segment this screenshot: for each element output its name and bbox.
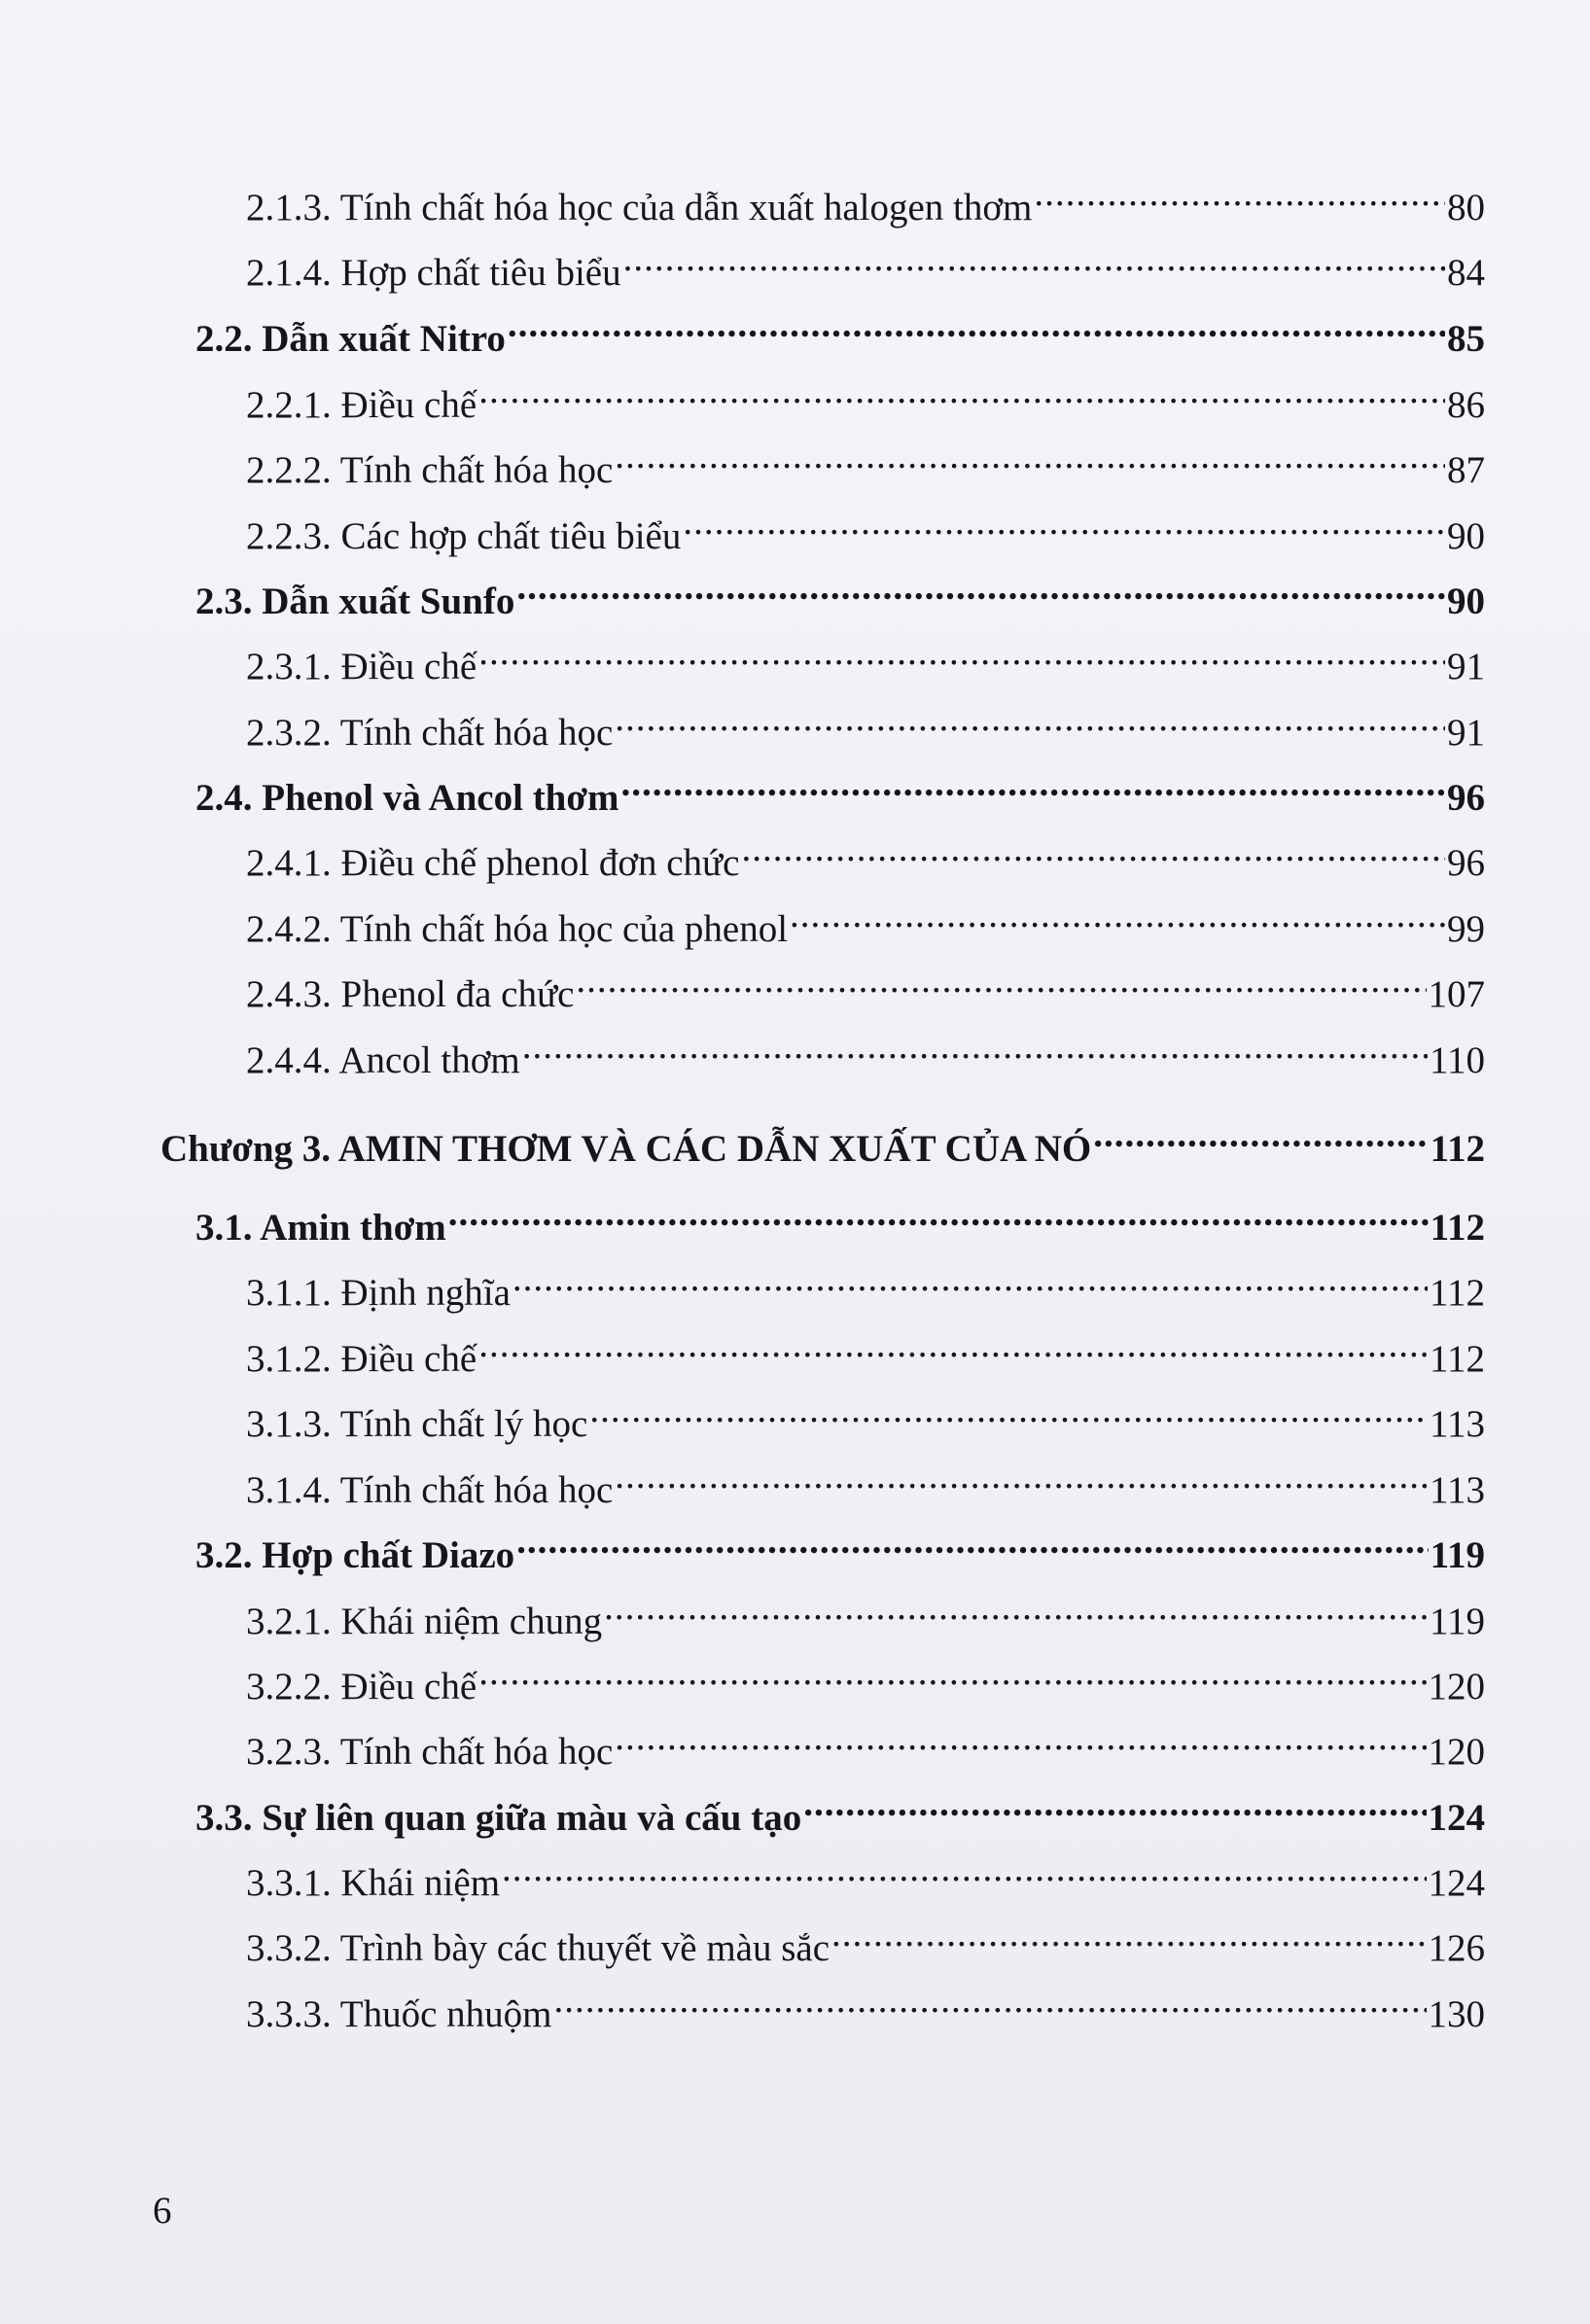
toc-entry [246,511,1485,560]
toc-dot-leader [502,1857,1426,1895]
toc-entry [246,707,1485,757]
toc-dot-leader [516,576,1445,614]
toc-entry-title: 2.2. Dẫn xuất Nitro [195,318,506,360]
toc-entry-title: 3.3. Sự liên quan giữa màu và cấu tạo [195,1797,802,1839]
toc-entry-title: 3.1.4. Tính chất hóa học [246,1469,614,1511]
toc-entry [246,1661,1485,1710]
toc-entry-page: 112 [1429,1272,1485,1314]
toc-entry-title: 2.3. Dẫn xuất Sunfo [195,581,515,622]
toc-entry [246,1398,1485,1448]
toc-dot-leader [615,444,1445,482]
toc-dot-leader [512,1267,1428,1305]
toc-dot-leader [604,1596,1428,1634]
toc-entry [246,1857,1485,1907]
toc-entry-title: 3.1.2. Điều chế [246,1338,477,1380]
toc-entry [246,1035,1485,1084]
toc-entry [246,1596,1485,1645]
toc-entry [246,379,1485,429]
toc-entry-page: 84 [1447,252,1485,294]
toc-entry-title: 2.2.1. Điều chế [246,384,477,426]
toc-dot-leader [790,903,1445,941]
toc-entry-page: 85 [1447,318,1485,360]
toc-chapter-heading [160,1123,1485,1173]
toc-entry [246,1267,1485,1317]
toc-dot-leader [1034,182,1445,220]
toc-entry [246,182,1485,231]
toc-entry-title: 3.3.1. Khái niệm [246,1862,501,1904]
toc-dot-leader [478,379,1445,417]
toc-dot-leader [623,247,1445,285]
toc-entry-page: 120 [1428,1731,1485,1773]
toc-entry-page: 96 [1447,842,1485,884]
toc-entry [195,313,1485,363]
toc-entry [246,1989,1485,2038]
toc-dot-leader [478,1333,1428,1371]
toc-dot-leader [620,772,1445,810]
toc-dot-leader [478,1661,1426,1699]
toc-entry-page: 124 [1428,1797,1485,1839]
toc-entry-title: 2.4. Phenol và Ancol thơm [195,777,619,819]
toc-dot-leader [803,1792,1426,1830]
toc-dot-leader [576,968,1426,1006]
toc-entry-page: 87 [1447,449,1485,491]
toc-entry-title: 2.2.2. Tính chất hóa học [246,449,614,491]
toc-entry-title: 3.3.2. Trình bày các thuyết về màu sắc [246,1927,830,1969]
toc-entry [246,247,1485,297]
toc-entry-page: 120 [1428,1666,1485,1708]
toc-entry [195,1202,1485,1251]
toc-entry [246,1333,1485,1383]
toc-entry-title: 3.1.3. Tính chất lý học [246,1403,588,1445]
toc-entry [246,641,1485,690]
toc-dot-leader [683,511,1445,548]
toc-dot-leader [508,313,1445,351]
toc-entry-page: 113 [1429,1403,1485,1445]
toc-entry-page: 91 [1447,712,1485,754]
toc-entry [246,903,1485,953]
toc-entry-page: 126 [1428,1927,1485,1969]
toc-entry-page: 86 [1447,384,1485,426]
toc-entry [246,444,1485,494]
toc-entry-title: Chương 3. AMIN THƠM VÀ CÁC DẪN XUẤT CỦA NÓ [160,1128,1092,1170]
toc-entry-page: 110 [1429,1039,1485,1081]
page-number: 6 [153,2190,172,2232]
toc-entry [246,1922,1485,1972]
toc-entry-page: 119 [1430,1534,1485,1576]
toc-entry-title: 3.1. Amin thơm [195,1207,446,1249]
toc-entry [195,576,1485,625]
toc-dot-leader [615,1464,1428,1502]
toc-dot-leader [448,1202,1429,1240]
toc-entry [246,1726,1485,1776]
toc-dot-leader [554,1989,1427,2026]
toc-entry-page: 90 [1447,515,1485,557]
toc-entry-title: 3.2.2. Điều chế [246,1666,477,1708]
toc-dot-leader [741,837,1445,875]
toc-entry [246,837,1485,887]
toc-dot-leader [522,1035,1428,1073]
toc-entry-title: 2.3.1. Điều chế [246,646,477,687]
toc-dot-leader [615,1726,1426,1764]
toc-dot-leader [831,1922,1426,1960]
toc-entry-title: 3.3.3. Thuốc nhuộm [246,1993,552,2035]
toc-entry [246,1464,1485,1514]
toc-entry-title: 2.4.3. Phenol đa chức [246,973,575,1015]
toc-entry-title: 2.2.3. Các hợp chất tiêu biểu [246,515,682,557]
toc-entry-page: 99 [1447,908,1485,950]
toc-entry-page: 113 [1429,1469,1485,1511]
toc-dot-leader [589,1398,1428,1436]
toc-entry-page: 130 [1428,1993,1485,2035]
toc-dot-leader [478,641,1445,679]
toc-entry-page: 107 [1428,973,1485,1015]
toc-entry-page: 119 [1429,1601,1485,1642]
toc-entry-title: 3.2.3. Tính chất hóa học [246,1731,614,1773]
toc-entry-title: 2.1.3. Tính chất hóa học của dẫn xuất halogen thơm [246,187,1033,229]
toc-entry-page: 90 [1447,581,1485,622]
toc-entry-page: 124 [1428,1862,1485,1904]
toc-entry-page: 112 [1430,1128,1485,1170]
toc-entry-title: 3.2.1. Khái niệm chung [246,1601,603,1642]
toc-dot-leader [1093,1123,1428,1161]
toc-dot-leader [516,1530,1428,1567]
toc-entry-page: 96 [1447,777,1485,819]
toc-entry [195,772,1485,822]
toc-entry [246,968,1485,1018]
toc-entry-title: 2.1.4. Hợp chất tiêu biểu [246,252,621,294]
toc-entry-title: 2.3.2. Tính chất hóa học [246,712,614,754]
toc-dot-leader [615,707,1445,745]
toc-entry-page: 112 [1429,1338,1485,1380]
toc-entry-title: 2.4.2. Tính chất hóa học của phenol [246,908,789,950]
toc-entry-page: 91 [1447,646,1485,687]
toc-entry [195,1530,1485,1579]
toc-entry-title: 3.1.1. Định nghĩa [246,1272,511,1314]
toc-entry-title: 3.2. Hợp chất Diazo [195,1534,515,1576]
toc-entry-page: 80 [1447,187,1485,229]
toc-entry-title: 2.4.4. Ancol thơm [246,1039,520,1081]
toc-entry-page: 112 [1430,1207,1485,1249]
toc-entry-title: 2.4.1. Điều chế phenol đơn chức [246,842,740,884]
toc-entry [195,1792,1485,1842]
